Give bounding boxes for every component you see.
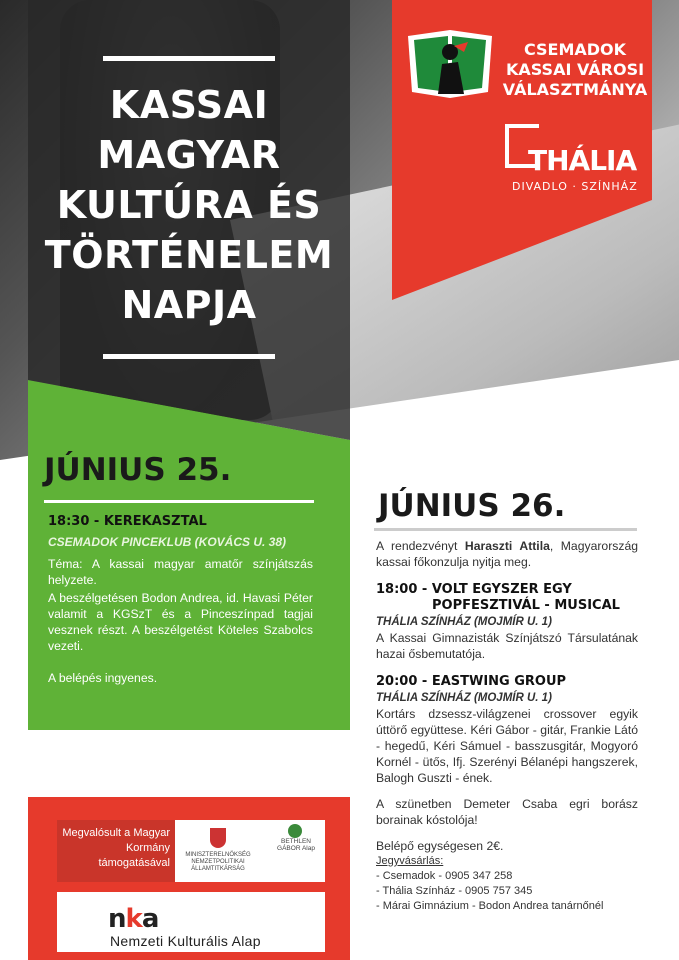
day2-intro <box>376 538 638 570</box>
day2-break: A szünetben Demeter Csaba egri borász borainak kóstolója! <box>376 797 638 827</box>
day2-event2-venue: THÁLIA SZÍNHÁZ (MOJMÍR U. 1) <box>376 692 552 704</box>
title-bottom-rule <box>103 354 275 359</box>
ticket-item: - Csemadok - 0905 347 258 <box>376 870 513 882</box>
nka-logo-icon: nka <box>108 904 159 934</box>
nka-name: Nemzeti Kulturális Alap <box>110 933 261 949</box>
ticket-item: - Thália Színház - 0905 757 345 <box>376 885 533 897</box>
ticket-item: - Márai Gimnázium - Bodon Andrea tanárnőnél <box>376 900 604 912</box>
bethlen-logo-icon <box>288 824 302 838</box>
thalia-subtitle: DIVADLO · SZÍNHÁZ <box>512 180 638 193</box>
title-line-3: KULTÚRA ÉS <box>56 183 322 227</box>
hungarian-crest-icon <box>210 828 226 848</box>
day2-event2-desc: Kortárs dzsessz-világzenei crossover egyik úttörő együttese. Kéri Gábor - gitár, Frankie Látó - hegedű, Kéri Sámuel - basszusgitár, Mogyoró Kornél - ütős, Ifj. Szerényi Bélanépi hangszerek, Balogh Guszti - ének. <box>376 707 638 785</box>
title-line-4: TÖRTÉNELEM <box>44 233 334 277</box>
csemadok-line-1: CSEMADOK <box>523 40 627 59</box>
day2-event1-venue: THÁLIA SZÍNHÁZ (MOJMÍR U. 1) <box>376 616 552 628</box>
day2-intro-post: , Magyarország kassai főkonzulja nyitja meg. <box>376 539 639 569</box>
day1-entry: A belépés ingyenes. <box>48 671 158 685</box>
csemadok-line-2: KASSAI VÁROSI <box>505 60 645 79</box>
gov-sponsor-text: Megvalósult a Magyar Kormány támogatásával <box>62 827 170 869</box>
day2-heading: JÚNIUS 26. <box>378 488 566 524</box>
title-top-rule <box>103 56 275 61</box>
day2-event1-time: 18:00 - VOLT EGYSZER EGY <box>376 582 572 597</box>
day1-venue: CSEMADOK PINCEKLUB (KOVÁCS U. 38) <box>48 535 287 549</box>
day2-price: Belépő egységesen 2€. <box>376 839 504 853</box>
day2-intro-pre: A rendezvényt <box>376 539 465 553</box>
day2-event1-desc: A Kassai Gimnazisták Színjátszó Társulatának hazai ősbemutatója. <box>376 631 638 661</box>
day2-rule <box>374 528 637 531</box>
day2-tickets-label: Jegyvásárlás: <box>376 855 444 867</box>
day2-intro-name: Haraszti Attila <box>464 539 550 553</box>
bethlen-name: BETHLEN GÁBOR Alap <box>277 838 315 852</box>
day1-rule <box>44 500 314 503</box>
day1-heading: JÚNIUS 25. <box>44 452 232 488</box>
day1-event-time: 18:30 - KEREKASZTAL <box>48 514 207 529</box>
title-line-2: MAGYAR <box>97 133 281 177</box>
title-line-5: NAPJA <box>121 283 257 327</box>
day2-event1-time-line2: POPFESZTIVÁL - MUSICAL <box>432 598 620 613</box>
title-line-1: KASSAI <box>109 83 269 127</box>
day2-event2-time: 20:00 - EASTWING GROUP <box>376 674 567 689</box>
ministry-name: MINISZTERELNÖKSÉG NEMZETPOLITIKAI ÁLLAMTITKÁRSÁG <box>185 852 251 872</box>
csemadok-logo-icon <box>404 28 496 100</box>
day2-details <box>376 538 638 914</box>
day1-topic: Téma: A kassai magyar amatőr színjátszás helyzete. <box>48 557 313 587</box>
day1-participants: A beszélgetésen Bodon Andrea, id. Havasi Péter valamit a KGSzT és a Pinceszínpad tagjai vesznek részt. A beszélgetést Köteles Szabolcs vezeti. <box>48 591 313 653</box>
page-title <box>28 80 350 330</box>
csemadok-name <box>500 40 650 100</box>
day1-details <box>48 514 313 688</box>
thalia-name: THÁLIA <box>528 144 637 177</box>
csemadok-line-3: VÁLASZTMÁNYA <box>502 80 648 99</box>
